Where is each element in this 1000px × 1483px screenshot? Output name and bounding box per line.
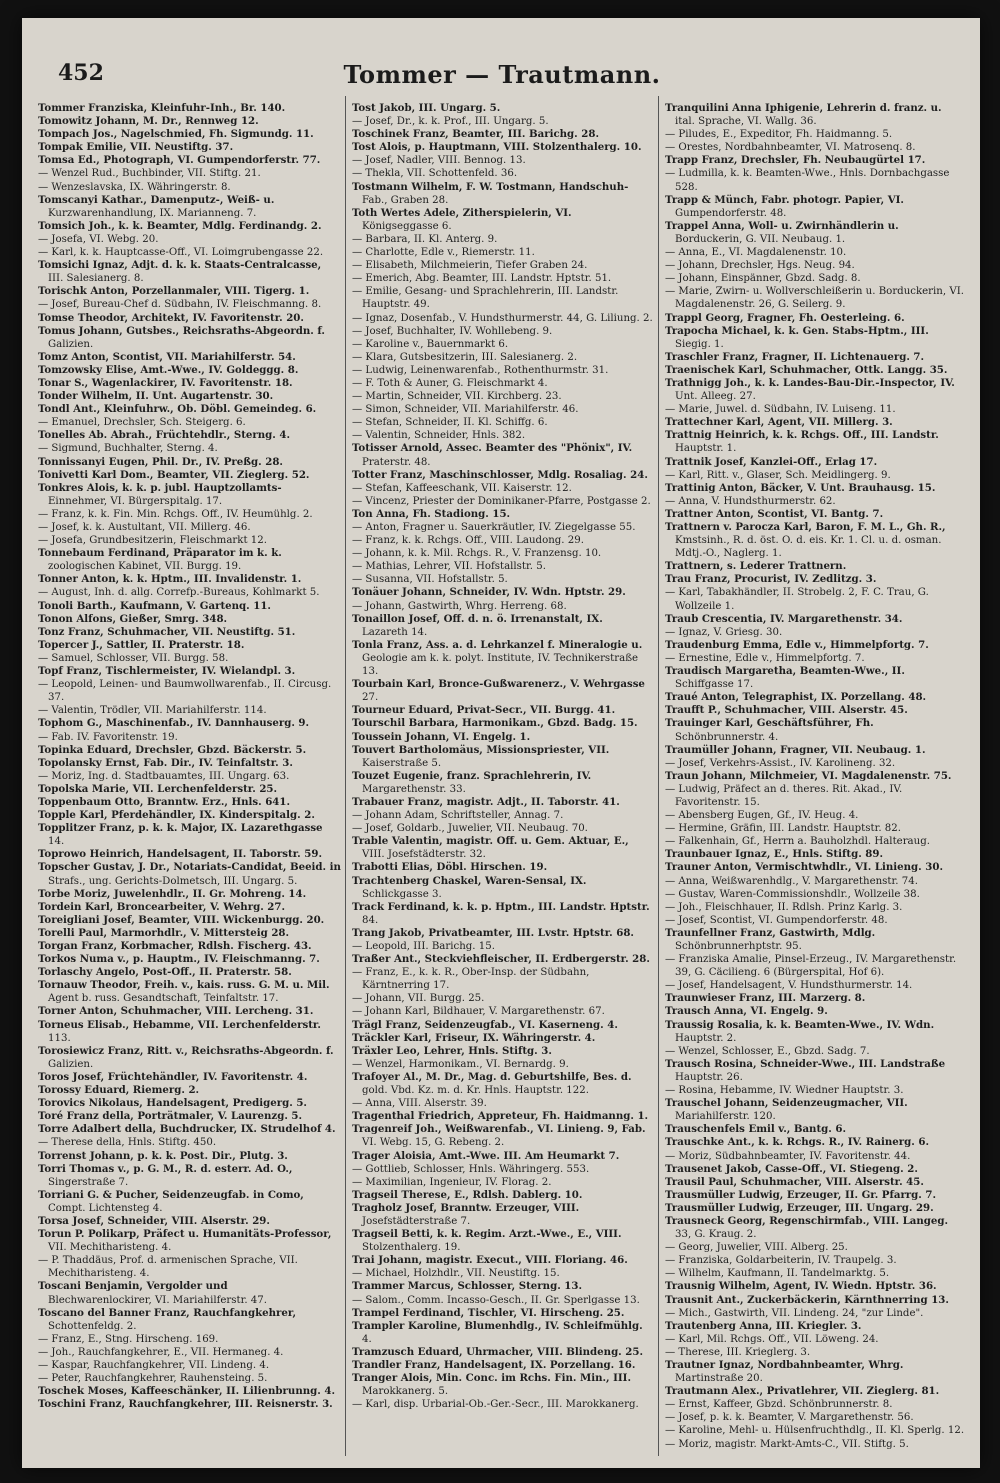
directory-entry: — Anna, V. Hundsthurmerstr. 62. bbox=[665, 495, 836, 507]
directory-entry: Topinka Eduard, Drechsler, Gbzd. Bäckerstr. 5. bbox=[38, 743, 307, 756]
directory-entry: Trausneck Georg, Regenschirmfab., VIII. Langeg. 33, G. Kraug. 2. bbox=[665, 1214, 949, 1241]
directory-entry: — Karoline, Mehl- u. Hülsenfruchthdlg., II. Kl. Sperlg. 12. bbox=[665, 1425, 965, 1437]
directory-entry: Trable Valentin, magistr. Off. u. Gem. Aktuar, E., VIII. Josefstädterstr. 32. bbox=[352, 835, 629, 861]
directory-entry: — Ludwig, Leinenwarenfab., Rothenthurmstr. 31. bbox=[352, 364, 609, 376]
directory-entry: Traun Johann, Milchmeier, VI. Magdalenenstr. 75. bbox=[665, 769, 952, 782]
directory-entry: — Franziska, Goldarbeiterin, IV. Traupelg. 3. bbox=[665, 1255, 897, 1267]
directory-entry: — Franz, E., k. k. R., Ober-Insp. der Südbahn, Kärntnerring 17. bbox=[352, 967, 590, 992]
directory-entry: — Samuel, Schlosser, VII. Burgg. 58. bbox=[38, 652, 229, 664]
directory-entry: Tonkres Alois, k. k. p. jubl. Hauptzollamts-Einnehmer, VI. Bürgerspitalg. 17. bbox=[38, 481, 282, 507]
directory-entry: Tourneur Eduard, Privat-Secr., VII. Burgg. 41. bbox=[352, 704, 616, 717]
directory-entry: — Franz, k. k. Fin. Min. Rchgs. Off., IV. Heumühlg. 2. bbox=[38, 508, 313, 520]
directory-entry: Tornauw Theodor, Freih. v., kais. russ. G. M. u. Mil. Agent b. russ. Gesandtschaft, Teinfaltstr. 17. bbox=[38, 979, 330, 1005]
directory-entry: — Josef, Scontist, VI. Gumpendorferstr. 48. bbox=[665, 914, 888, 926]
directory-entry: Trausch Anna, VI. Engelg. 9. bbox=[665, 1005, 828, 1018]
directory-entry: Traué Anton, Telegraphist, IX. Porzellang. 48. bbox=[665, 691, 927, 704]
directory-entry: — Michael, Holzhdlr., VII. Neustiftg. 15. bbox=[352, 1268, 560, 1280]
directory-entry: — Johann, Drechsler, Hgs. Neug. 94. bbox=[665, 260, 855, 272]
directory-entry: Torlaschy Angelo, Post-Off., II. Praterstr. 58. bbox=[38, 966, 292, 979]
directory-entry: Trafoyer Al., M. Dr., Mag. d. Geburtshilfe, Bes. d. gold. Vbd. Kz. m. d. Kr. Hnls. Hauptstr. 122. bbox=[352, 1070, 632, 1097]
directory-entry: — Josef, Bureau-Chef d. Südbahn, IV. Fleischmanng. 8. bbox=[38, 299, 322, 311]
directory-column-2 bbox=[345, 96, 658, 1456]
directory-entry: — Leopold, III. Barichg. 15. bbox=[352, 941, 495, 952]
directory-entry: — Gustav, Waren-Commissionshdlr., Wollzeile 38. bbox=[665, 888, 920, 900]
directory-entry: Tonnissanyi Eugen, Phil. Dr., IV. Preßg. 28. bbox=[38, 455, 283, 468]
directory-entry: Topf Franz, Tischlermeister, IV. Wielandpl. 3. bbox=[38, 665, 296, 678]
directory-entry: — Johann, Gastwirth, Whrg. Herreng. 68. bbox=[352, 600, 567, 612]
directory-entry: — Karl, Ritt. v., Glaser, Sch. Meidlingerg. 9. bbox=[665, 469, 891, 481]
directory-entry: — Anton, Fragner u. Sauerkräutler, IV. Ziegelgasse 55. bbox=[352, 522, 636, 533]
directory-entry: Trandler Franz, Handelsagent, IX. Porzellang. 16. bbox=[352, 1359, 636, 1371]
directory-entry: — Joh., Rauchfangkehrer, E., VII. Hermaneg. 4. bbox=[38, 1346, 284, 1358]
directory-entry: — Barbara, II. Kl. Anterg. 9. bbox=[352, 233, 498, 245]
directory-entry: Tonner Anton, k. k. Hptm., III. Invalidenstr. 1. bbox=[38, 573, 302, 586]
page-number: 452 bbox=[58, 60, 104, 86]
directory-entry: Trappel Anna, Woll- u. Zwirnhändlerin u. Borduckerin, G. VII. Neubaug. 1. bbox=[665, 219, 899, 245]
directory-entry: — Josefa, Grundbesitzerin, Fleischmarkt 12. bbox=[38, 535, 267, 547]
directory-entry: Trattnern, s. Lederer Trattnern. bbox=[665, 560, 847, 573]
directory-entry: Tragseil Betti, k. k. Regim. Arzt.-Wwe., E., VIII. Stolzenthalerg. 19. bbox=[352, 1228, 622, 1254]
directory-entry: Tonz Franz, Schuhmacher, VII. Neustiftg. 51. bbox=[38, 625, 296, 638]
directory-entry: Trauschel Johann, Seidenzeugmacher, VII. Mariahilferstr. 120. bbox=[665, 1097, 908, 1123]
directory-entry: Träxler Leo, Lehrer, Hnls. Stiftg. 3. bbox=[352, 1044, 552, 1057]
directory-entry: Tomzowsky Elise, Amt.-Wwe., IV. Goldeggg. 8. bbox=[38, 363, 299, 376]
directory-entry: Torgan Franz, Korbmacher, Rdlsh. Fischerg. 43. bbox=[38, 940, 312, 952]
directory-entry: — Klara, Gutsbesitzerin, III. Salesianerg. 2. bbox=[352, 351, 578, 363]
directory-entry: Tranger Alois, Min. Conc. im Rchs. Fin. Min., III. Marokkanerg. 5. bbox=[352, 1372, 631, 1398]
directory-entry: — Gottlieb, Schlosser, Hnls. Währingerg. 553. bbox=[352, 1163, 590, 1175]
directory-entry: — Anna, Weißwarenhdlg., V. Margarethenstr. 74. bbox=[665, 875, 918, 887]
page-title: Tommer — Trautmann. bbox=[343, 60, 661, 89]
directory-page bbox=[22, 18, 980, 1468]
directory-entry: — Joh., Fleischhauer, II. Rdlsh. Prinz Karlg. 3. bbox=[665, 901, 903, 913]
directory-entry: — P. Thaddäus, Prof. d. armenischen Sprache, VII. Mechitharisteng. 4. bbox=[38, 1255, 298, 1280]
directory-entry: Torelli Paul, Marmorhdlr., V. Mittersteig 28. bbox=[38, 926, 290, 939]
directory-entry: — Franz, k. k. Rchgs. Off., VIII. Laudong. 29. bbox=[352, 535, 584, 547]
directory-entry: Toré Franz della, Porträtmaler, V. Laurenzg. 5. bbox=[38, 1110, 303, 1123]
directory-entry: Trattnern v. Parocza Karl, Baron, F. M. L., Gh. R., Kmstsinh., R. d. öst. O. d. eis. Kr. 1. Cl. u. d. osman. Mdtj.-O., Naglerg. 1. bbox=[665, 521, 946, 560]
directory-entry: Ton Anna, Fh. Stadiong. 15. bbox=[352, 507, 511, 520]
directory-entry: Trausnig Wilhelm, Agent, IV. Wiedn. Hptstr. 36. bbox=[665, 1280, 937, 1293]
directory-entry: — Falkenhain, Gf., Herrn a. Bauholzhdl. Halteraug. bbox=[665, 836, 930, 848]
directory-entry: Touzet Eugenie, franz. Sprachlehrerin, IV. Margarethenstr. 33. bbox=[352, 769, 592, 795]
directory-entry: Trattnik Josef, Kanzlei-Off., Erlag 17. bbox=[665, 455, 878, 468]
directory-entry: — Emanuel, Drechsler, Sch. Steigerg. 6. bbox=[38, 417, 246, 429]
directory-entry: — Stefan, Kaffeeschank, VII. Kaiserstr. 12. bbox=[352, 482, 572, 494]
directory-entry: — Fab. IV. Favoritenstr. 19. bbox=[38, 731, 178, 743]
directory-entry: Trabauer Franz, magistr. Adjt., II. Taborstr. 41. bbox=[352, 795, 620, 808]
directory-entry: — Karl, Mil. Rchgs. Off., VII. Löweng. 24. bbox=[665, 1333, 879, 1345]
directory-column-1 bbox=[32, 96, 345, 1456]
directory-entry: Tonon Alfons, Gießer, Smrg. 348. bbox=[38, 612, 228, 625]
directory-entry: — Mathias, Lehrer, VII. Hofstallstr. 5. bbox=[352, 561, 546, 573]
directory-entry: Torsa Josef, Schneider, VIII. Alserstr. 29. bbox=[38, 1214, 270, 1227]
directory-columns bbox=[32, 96, 972, 1456]
directory-entry: Torossy Eduard, Riemerg. 2. bbox=[38, 1084, 200, 1097]
directory-entry: Tramzusch Eduard, Uhrmacher, VIII. Blindeng. 25. bbox=[352, 1345, 644, 1358]
directory-entry: Traunfellner Franz, Gastwirth, Mdlg. Schönbrunnerhptstr. 95. bbox=[665, 926, 876, 952]
directory-entry: Trauschenfels Emil v., Bantg. 6. bbox=[665, 1123, 847, 1136]
directory-entry: Tompak Emilie, VII. Neustiftg. 37. bbox=[38, 141, 234, 154]
directory-entry: Torre Adalbert della, Buchdrucker, IX. Strudelhof 4. bbox=[38, 1123, 336, 1136]
page-header bbox=[58, 60, 946, 100]
directory-entry: Torischk Anton, Porzellanmaler, VIII. Tigerg. 1. bbox=[38, 285, 310, 298]
directory-entry: Tonar S., Wagenlackirer, IV. Favoritenstr. 18. bbox=[38, 376, 293, 389]
directory-entry: Trausenet Jakob, Casse-Off., VI. Stiegeng. 2. bbox=[665, 1162, 918, 1175]
directory-entry: — Emerich, Abg. Beamter, III. Landstr. Hptstr. 51. bbox=[352, 273, 612, 285]
directory-entry: Trammer Marcus, Schlosser, Sterng. 13. bbox=[352, 1280, 583, 1293]
directory-entry: Traunbauer Ignaz, E., Hnls. Stiftg. 89. bbox=[665, 848, 884, 861]
directory-entry: — Ludwig, Präfect an d. theres. Rit. Akad., IV. Favoritenstr. 15. bbox=[665, 783, 903, 808]
directory-entry: — Elisabeth, Milchmeierin, Tiefer Graben 24. bbox=[352, 260, 588, 272]
directory-entry: Trampel Ferdinand, Tischler, VI. Hirscheng. 25. bbox=[352, 1306, 625, 1319]
directory-entry: — Mich., Gastwirth, VII. Lindeng. 24, "zur Linde". bbox=[665, 1307, 924, 1319]
directory-entry: — Hermine, Gräfin, III. Landstr. Hauptstr. 82. bbox=[665, 823, 902, 835]
directory-entry: Tragholz Josef, Branntw. Erzeuger, VIII. Josefstädterstraße 7. bbox=[352, 1201, 580, 1227]
directory-entry: Trauschke Ant., k. k. Rchgs. R., IV. Rainerg. 6. bbox=[665, 1136, 930, 1149]
directory-entry: Tomscanyi Kathar., Damenputz-, Weiß- u. Kurzwarenhandlung, IX. Marianneng. 7. bbox=[38, 193, 275, 219]
directory-entry: Tonaillon Josef, Off. d. n. ö. Irrenanstalt, IX. Lazareth 14. bbox=[352, 612, 603, 638]
directory-entry: Torun P. Polikarp, Präfect u. Humanitäts-Professor, VII. Mechitharisteng. 4. bbox=[38, 1228, 332, 1254]
directory-entry: Träckler Karl, Friseur, IX. Währingerstr. 4. bbox=[352, 1031, 596, 1044]
directory-entry: — Johann Karl, Bildhauer, V. Margarethenstr. 67. bbox=[352, 1006, 605, 1018]
directory-entry: Trabotti Elias, Döbl. Hirschen. 19. bbox=[352, 861, 548, 874]
directory-entry: Toreigliani Josef, Beamter, VIII. Wickenburgg. 20. bbox=[38, 913, 325, 926]
directory-entry: — Franz, E., Stng. Hirscheng. 169. bbox=[38, 1333, 219, 1345]
directory-entry: — Johann Adam, Schriftsteller, Annag. 7. bbox=[352, 810, 564, 822]
directory-entry: — Anna, VIII. Alserstr. 39. bbox=[352, 1098, 487, 1110]
directory-entry: Torri Thomas v., p. G. M., R. d. esterr. Ad. O., Singerstraße 7. bbox=[38, 1162, 293, 1188]
directory-entry: Torrenst Johann, p. k. k. Post. Dir., Plutg. 3. bbox=[38, 1149, 288, 1162]
directory-entry: — Moriz, Ing. d. Stadtbauamtes, III. Ungarg. 63. bbox=[38, 770, 290, 782]
directory-entry: Topercer J., Sattler, II. Praterstr. 18. bbox=[38, 638, 245, 651]
directory-entry: — Ernestine, Edle v., Himmelpfortg. 7. bbox=[665, 652, 865, 664]
directory-entry: Trau Franz, Procurist, IV. Zedlitzg. 3. bbox=[665, 573, 877, 586]
directory-entry: Traßer Ant., Steckviehfleischer, II. Erdbergerstr. 28. bbox=[352, 953, 650, 966]
directory-entry: — Valentin, Trödler, VII. Mariahilferstr. 114. bbox=[38, 705, 267, 717]
directory-entry: — Abensberg Eugen, Gf., IV. Heug. 4. bbox=[665, 810, 859, 822]
directory-entry: Toscano del Banner Franz, Rauchfangkehrer, Schottenfeldg. 2. bbox=[38, 1306, 297, 1332]
directory-entry: Trautenberg Anna, III. Kriegler. 3. bbox=[665, 1319, 862, 1332]
directory-entry: — Josef, k. k. Austultant, VII. Millerg. 46. bbox=[38, 522, 251, 533]
directory-entry: — Marie, Juwel. d. Südbahn, IV. Luiseng. 11. bbox=[665, 404, 896, 416]
directory-entry: — Susanna, VII. Hofstallstr. 5. bbox=[352, 574, 508, 586]
directory-entry: — Georg, Juwelier, VIII. Alberg. 25. bbox=[665, 1242, 848, 1254]
directory-entry: Torkos Numa v., p. Hauptm., IV. Fleischmanng. 7. bbox=[38, 953, 320, 966]
directory-entry: Trägl Franz, Seidenzeugfab., VI. Kaserneng. 4. bbox=[352, 1018, 618, 1031]
directory-entry: Tonelles Ab. Abrah., Früchtehdlr., Sterng. 4. bbox=[38, 429, 291, 442]
directory-entry: — Stefan, Schneider, II. Kl. Schiffg. 6. bbox=[352, 417, 548, 429]
directory-entry: — Charlotte, Edle v., Riemerstr. 11. bbox=[352, 247, 535, 259]
directory-entry: — Ludmilla, k. k. Beamten-Wwe., Hnls. Dornbachgasse 528. bbox=[665, 168, 950, 193]
directory-entry: Torbe Moriz, Juwelenhdlr., II. Gr. Mohreng. 14. bbox=[38, 887, 307, 900]
directory-entry: Trauinger Karl, Geschäftsführer, Fh. Schönbrunnerstr. 4. bbox=[665, 717, 874, 743]
directory-entry: — Johann, VII. Burgg. 25. bbox=[352, 993, 485, 1005]
directory-entry: Tourbain Karl, Bronce-Gußwarenerz., V. Wehrgasse 27. bbox=[352, 678, 645, 704]
directory-entry: Trager Aloisia, Amt.-Wwe. III. Am Heumarkt 7. bbox=[352, 1149, 620, 1162]
directory-entry: Tost Jakob, III. Ungarg. 5. bbox=[352, 102, 501, 114]
directory-entry: — Wilhelm, Kaufmann, II. Tandelmarktg. 5. bbox=[665, 1268, 890, 1280]
directory-entry: Totisser Arnold, Assec. Beamter des "Phönix", IV. Praterstr. 48. bbox=[352, 442, 633, 468]
directory-entry: Tonivetti Karl Dom., Beamter, VII. Zieglerg. 52. bbox=[38, 468, 310, 481]
directory-entry: Tonoli Barth., Kaufmann, V. Gartenq. 11. bbox=[38, 599, 271, 612]
directory-column-3 bbox=[658, 96, 971, 1456]
directory-entry: Tonder Wilhelm, II. Unt. Augartenstr. 30. bbox=[38, 390, 274, 403]
directory-entry: Tommer Franziska, Kleinfuhr-Inh., Br. 140. bbox=[38, 102, 286, 114]
directory-entry: — Valentin, Schneider, Hnls. 382. bbox=[352, 430, 526, 442]
directory-entry: Tostmann Wilhelm, F. W. Tostmann, Handschuh-Fab., Graben 28. bbox=[352, 180, 629, 206]
directory-entry: Tragenreif Joh., Weißwarenfab., VI. Linieng. 9, Fab. VI. Webg. 15, G. Rebeng. 2. bbox=[352, 1123, 646, 1149]
directory-entry: Tranquilini Anna Iphigenie, Lehrerin d. franz. u. ital. Sprache, VI. Wallg. 36. bbox=[665, 102, 942, 128]
directory-entry: Trausnit Ant., Zuckerbäckerin, Kärnthnerring 13. bbox=[665, 1293, 949, 1306]
directory-entry: Tomsa Ed., Photograph, VI. Gumpendorferstr. 77. bbox=[38, 154, 321, 167]
directory-entry: Traudisch Margaretha, Beamten-Wwe., II. Schiffgasse 17. bbox=[665, 665, 905, 691]
directory-entry: — Karoline v., Bauernmarkt 6. bbox=[352, 338, 509, 350]
directory-entry: Trautner Ignaz, Nordbahnbeamter, Whrg. Martinstraße 20. bbox=[665, 1359, 904, 1385]
directory-entry: — Leopold, Leinen- und Baumwollwarenfab., II. Circusg. 37. bbox=[38, 679, 332, 704]
directory-entry: — Josefa, VI. Webg. 20. bbox=[38, 233, 159, 245]
directory-entry: Tonla Franz, Ass. a. d. Lehrkanzel f. Mineralogie u. Geologie am k. k. polyt. Institute, IV. Technikerstraße 13. bbox=[352, 638, 643, 678]
directory-entry: Toschek Moses, Kaffeeschänker, II. Lilienbrunng. 4. bbox=[38, 1385, 335, 1398]
directory-entry: — Johann, Einspänner, Gbzd. Sadg. 8. bbox=[665, 273, 861, 285]
directory-entry: — Salom., Comm. Incasso-Gesch., II. Gr. Sperlgasse 13. bbox=[352, 1294, 640, 1306]
directory-entry: Trattechner Karl, Agent, VII. Millerg. 3. bbox=[665, 416, 893, 429]
directory-entry: Tonnebaum Ferdinand, Präparator im k. k. zoologischen Kabinet, VII. Burgg. 19. bbox=[38, 547, 282, 573]
directory-entry: Trausch Rosina, Schneider-Wwe., III. Landstraße Hauptstr. 26. bbox=[665, 1057, 946, 1083]
directory-entry: — Orestes, Nordbahnbeamter, VI. Matrosenq. 8. bbox=[665, 142, 916, 154]
directory-entry: Traunwieser Franz, III. Marzerg. 8. bbox=[665, 992, 866, 1005]
directory-entry: — Josef, Dr., k. k. Prof., III. Ungarg. 5. bbox=[352, 116, 549, 128]
directory-entry: — Ignaz, Dosenfab., V. Hundsthurmerstr. 44, G. Liliung. 2. bbox=[352, 312, 653, 324]
directory-entry: — Peter, Rauchfangkehrer, Rauhensteing. 5. bbox=[38, 1373, 268, 1385]
directory-entry: — Moriz, Südbahnbeamter, IV. Favoritenstr. 44. bbox=[665, 1150, 911, 1162]
directory-entry: Toth Wertes Adele, Zitherspielerin, VI. Königseggasse 6. bbox=[352, 206, 572, 232]
directory-entry: Trathnigg Joh., k. k. Landes-Bau-Dir.-Inspector, IV. Unt. Alleeg. 27. bbox=[665, 376, 955, 403]
directory-entry: Toussein Johann, VI. Engelg. 1. bbox=[352, 730, 531, 743]
directory-entry: — Josef, Goldarb., Juwelier, VII. Neubaug. 70. bbox=[352, 823, 588, 835]
directory-entry: Traudenburg Emma, Edle v., Himmelpfortg. 7. bbox=[665, 638, 929, 651]
directory-entry: — Anna, E., VI. Magdalenenstr. 10. bbox=[665, 247, 847, 259]
directory-entry: — Martin, Schneider, VII. Kirchberg. 23. bbox=[352, 391, 562, 403]
directory-entry: — Wenzeslavska, IX. Währingerstr. 8. bbox=[38, 181, 231, 193]
directory-entry: Tomz Anton, Scontist, VII. Mariahilferstr. 54. bbox=[38, 350, 296, 363]
directory-entry: Traussig Rosalia, k. k. Beamten-Wwe., IV. Wdn. Hauptstr. 2. bbox=[665, 1018, 935, 1044]
directory-entry: Toppenbaum Otto, Branntw. Erz., Hnls. 641. bbox=[38, 795, 291, 808]
directory-entry: — Karl, k. k. Hauptcasse-Off., VI. Loimgrubengasse 22. bbox=[38, 247, 324, 259]
directory-entry: Trampler Karoline, Blumenhdlg., IV. Schleifmühlg. 4. bbox=[352, 1319, 643, 1345]
directory-entry: — Franziska Amalie, Pinsel-Erzeug., IV. Margarethenstr. 39, G. Cäcilieng. 6 (Bürgerspital, Hof 6). bbox=[665, 954, 957, 979]
directory-entry: Track Ferdinand, k. k. p. Hptm., III. Landstr. Hptstr. 84. bbox=[352, 900, 650, 926]
directory-entry: Tomse Theodor, Architekt, IV. Favoritenstr. 20. bbox=[38, 311, 304, 324]
directory-entry: — Moriz, magistr. Markt-Amts-C., VII. Stiftg. 5. bbox=[665, 1438, 909, 1450]
directory-entry: — Therese, III. Krieglerg. 3. bbox=[665, 1346, 811, 1358]
directory-entry: Traumüller Johann, Fragner, VII. Neubaug. 1. bbox=[665, 743, 926, 756]
directory-entry: Trausil Paul, Schuhmacher, VIII. Alserstr. 45. bbox=[665, 1175, 924, 1188]
directory-entry: Trattinig Anton, Bäcker, V. Unt. Brauhausg. 15. bbox=[665, 481, 936, 494]
directory-entry: Torosiewicz Franz, Ritt. v., Reichsraths-Abgeordn. f. Galizien. bbox=[38, 1044, 334, 1070]
directory-entry: — F. Toth & Auner, G. Fleischmarkt 4. bbox=[352, 377, 548, 389]
directory-entry: Toschini Franz, Rauchfangkehrer, III. Reisnerstr. 3. bbox=[38, 1398, 333, 1411]
directory-entry: Tragenthal Friedrich, Appreteur, Fh. Haidmanng. 1. bbox=[352, 1110, 649, 1123]
directory-entry: Traschler Franz, Fragner, II. Lichtenauerg. 7. bbox=[665, 350, 925, 363]
directory-entry: — Johann, k. k. Mil. Rchgs. R., V. Franzensg. 10. bbox=[352, 548, 602, 560]
directory-entry: Torneus Elisab., Hebamme, VII. Lerchenfelderstr. 113. bbox=[38, 1018, 321, 1044]
directory-entry: — Josef, Nadler, VIII. Bennog. 13. bbox=[352, 155, 526, 167]
directory-entry: Trappl Georg, Fragner, Fh. Oesterleing. 6. bbox=[665, 311, 905, 324]
directory-entry: Torner Anton, Schuhmacher, VIII. Lercheng. 31. bbox=[38, 1005, 314, 1018]
directory-entry: — Marie, Zwirn- u. Wollverschleißerin u. Borduckerin, VI. Magdalenenstr. 26, G. Seilerg. 9. bbox=[665, 286, 964, 311]
directory-entry: Torovics Nikolaus, Handelsagent, Predigerg. 5. bbox=[38, 1097, 307, 1110]
directory-entry: Trapp Franz, Drechsler, Fh. Neubaugürtel 17. bbox=[665, 154, 926, 167]
directory-entry: Tompach Jos., Nagelschmied, Fh. Sigmundg. 11. bbox=[38, 128, 314, 141]
directory-entry: Toschinek Franz, Beamter, III. Barichg. 28. bbox=[352, 128, 599, 141]
directory-entry: Trattner Anton, Scontist, VI. Bantg. 7. bbox=[665, 507, 884, 520]
directory-entry: Tondl Ant., Kleinfuhrw., Ob. Döbl. Gemeindeg. 6. bbox=[38, 403, 317, 416]
directory-entry: Traub Crescentia, IV. Margarethenstr. 34. bbox=[665, 612, 903, 625]
directory-entry: Tophom G., Maschinenfab., IV. Dannhauserg. 9. bbox=[38, 717, 310, 730]
directory-entry: — Emilie, Gesang- und Sprachlehrerin, III. Landstr. Hauptstr. 49. bbox=[352, 286, 619, 311]
directory-entry: — Karl, Tabakhändler, II. Strobelg. 2, F. C. Trau, G. Wollzeile 1. bbox=[665, 587, 929, 612]
directory-entry: Tonäuer Johann, Schneider, IV. Wdn. Hptstr. 29. bbox=[352, 586, 626, 599]
directory-entry: Tourschil Barbara, Harmonikam., Gbzd. Badg. 15. bbox=[352, 717, 638, 730]
directory-entry: Topplitzer Franz, p. k. k. Major, IX. Lazarethgasse 14. bbox=[38, 822, 323, 848]
directory-entry: Torriani G. & Pucher, Seidenzeugfab. in Como, Compt. Lichtensteg 4. bbox=[38, 1188, 304, 1214]
directory-entry: Topolansky Ernst, Fab. Dir., IV. Teinfaltstr. 3. bbox=[38, 756, 293, 769]
directory-entry: Trauner Anton, Vermischtwhdlr., VI. Linieng. 30. bbox=[665, 861, 943, 874]
directory-entry: — Wenzel, Schlosser, E., Gbzd. Sadg. 7. bbox=[665, 1045, 870, 1057]
directory-entry: — Josef, Verkehrs-Assist., IV. Karolineng. 32. bbox=[665, 757, 896, 769]
directory-entry: — Wenzel Rud., Buchbinder, VII. Stiftg. 21. bbox=[38, 168, 261, 180]
directory-entry: Traenischek Karl, Schuhmacher, Ottk. Langg. 35. bbox=[665, 363, 948, 376]
directory-entry: — Simon, Schneider, VII. Mariahilferstr. 46. bbox=[352, 404, 579, 416]
directory-entry: — August, Inh. d. allg. Correfp.-Bureaus, Kohlmarkt 5. bbox=[38, 587, 320, 599]
directory-entry: — Maximilian, Ingenieur, IV. Florag. 2. bbox=[352, 1176, 552, 1188]
directory-entry: Trattnig Heinrich, k. k. Rchgs. Off., III. Landstr. Hauptstr. 1. bbox=[665, 429, 939, 455]
directory-entry: Toscani Benjamin, Vergolder und Blechwarenlockirer, VI. Mariahilferstr. 47. bbox=[38, 1280, 268, 1306]
directory-entry: — Josef, Handelsagent, V. Hundsthurmerstr. 14. bbox=[665, 980, 913, 992]
directory-entry: — Therese della, Hnls. Stiftg. 450. bbox=[38, 1137, 217, 1149]
directory-entry: Trapp & Münch, Fabr. photogr. Papier, VI. Gumpendorferstr. 48. bbox=[665, 193, 904, 219]
directory-entry: Tomowitz Johann, M. Dr., Rennweg 12. bbox=[38, 115, 259, 128]
directory-entry: Trausmüller Ludwig, Erzeuger, III. Ungarg. 29. bbox=[665, 1201, 934, 1214]
directory-entry: — Rosina, Hebamme, IV. Wiedner Hauptstr. 3. bbox=[665, 1085, 904, 1097]
directory-entry: — Vincenz, Priester der Dominikaner-Pfarre, Postgasse 2. bbox=[352, 495, 651, 507]
directory-entry: Toros Josef, Früchtehändler, IV. Favoritenstr. 4. bbox=[38, 1070, 308, 1083]
directory-entry: — Ernst, Kaffeer, Gbzd. Schönbrunnerstr. 8. bbox=[665, 1399, 893, 1411]
directory-entry: Tomus Johann, Gutsbes., Reichsraths-Abgeordn. f. Galizien. bbox=[38, 324, 325, 350]
directory-entry: Trausmüller Ludwig, Erzeuger, II. Gr. Pfarrg. 7. bbox=[665, 1188, 937, 1201]
directory-entry: Topolska Marie, VII. Lerchenfelderstr. 25. bbox=[38, 782, 278, 795]
directory-entry: Tost Alois, p. Hauptmann, VIII. Stolzenthalerg. 10. bbox=[352, 141, 642, 154]
directory-entry: Traufft P., Schuhmacher, VIII. Alserstr. 45. bbox=[665, 704, 908, 717]
directory-entry: — Josef, p. k. k. Beamter, V. Margarethenstr. 56. bbox=[665, 1412, 914, 1424]
directory-entry: Tomsich Joh., k. k. Beamter, Mdlg. Ferdinandg. 2. bbox=[38, 219, 322, 232]
directory-entry: Totter Franz, Maschinschlosser, Mdlg. Rosaliag. 24. bbox=[352, 468, 648, 481]
directory-entry: Touvert Bartholomäus, Missionspriester, VII. Kaiserstraße 5. bbox=[352, 743, 610, 769]
directory-entry: — Piludes, E., Expeditor, Fh. Haidmanng. 5. bbox=[665, 129, 893, 141]
directory-entry: — Wenzel, Harmonikam., VI. Bernardg. 9. bbox=[352, 1058, 569, 1070]
directory-entry: Tordein Karl, Broncearbeiter, V. Wehrg. 27. bbox=[38, 900, 286, 913]
directory-entry: Tomsichi Ignaz, Adjt. d. k. k. Staats-Centralcasse, III. Salesianerg. 8. bbox=[38, 259, 322, 285]
directory-entry: — Josef, Buchhalter, IV. Wohllebeng. 9. bbox=[352, 325, 553, 337]
directory-entry: — Kaspar, Rauchfangkehrer, VII. Lindeng. 4. bbox=[38, 1360, 270, 1371]
directory-entry: Trapocha Michael, k. k. Gen. Stabs-Hptm., III. Siegig. 1. bbox=[665, 324, 929, 350]
directory-entry: — Sigmund, Buchhalter, Sterng. 4. bbox=[38, 443, 218, 455]
directory-entry: Topscher Gustav, J. Dr., Notariats-Candidat, Beeid. in Strafs., ung. Gerichts-Dolmetsch, III. Ungarg. 5. bbox=[38, 861, 341, 887]
directory-entry: Trautmann Alex., Privatlehrer, VII. Zieglerg. 81. bbox=[665, 1385, 940, 1398]
directory-entry: Toprowo Heinrich, Handelsagent, II. Taborstr. 59. bbox=[38, 848, 322, 861]
directory-entry: Topple Karl, Pferdehändler, IX. Kinderspitalg. 2. bbox=[38, 809, 315, 822]
directory-entry: Trai Johann, magistr. Execut., VIII. Floriang. 46. bbox=[352, 1254, 628, 1267]
directory-entry: — Karl, disp. Urbarial-Ob.-Ger.-Secr., III. Marokkanerg. bbox=[352, 1399, 639, 1411]
directory-entry: — Ignaz, V. Griesg. 30. bbox=[665, 626, 783, 638]
directory-entry: Trachtenberg Chaskel, Waren-Sensal, IX. Schlickgasse 3. bbox=[352, 874, 587, 900]
directory-entry: — Thekla, VII. Schottenfeld. 36. bbox=[352, 168, 518, 180]
directory-entry: Trang Jakob, Privatbeamter, III. Lvstr. Hptstr. 68. bbox=[352, 926, 634, 939]
directory-entry: Tragseil Therese, E., Rdlsh. Dablerg. 10. bbox=[352, 1188, 583, 1201]
